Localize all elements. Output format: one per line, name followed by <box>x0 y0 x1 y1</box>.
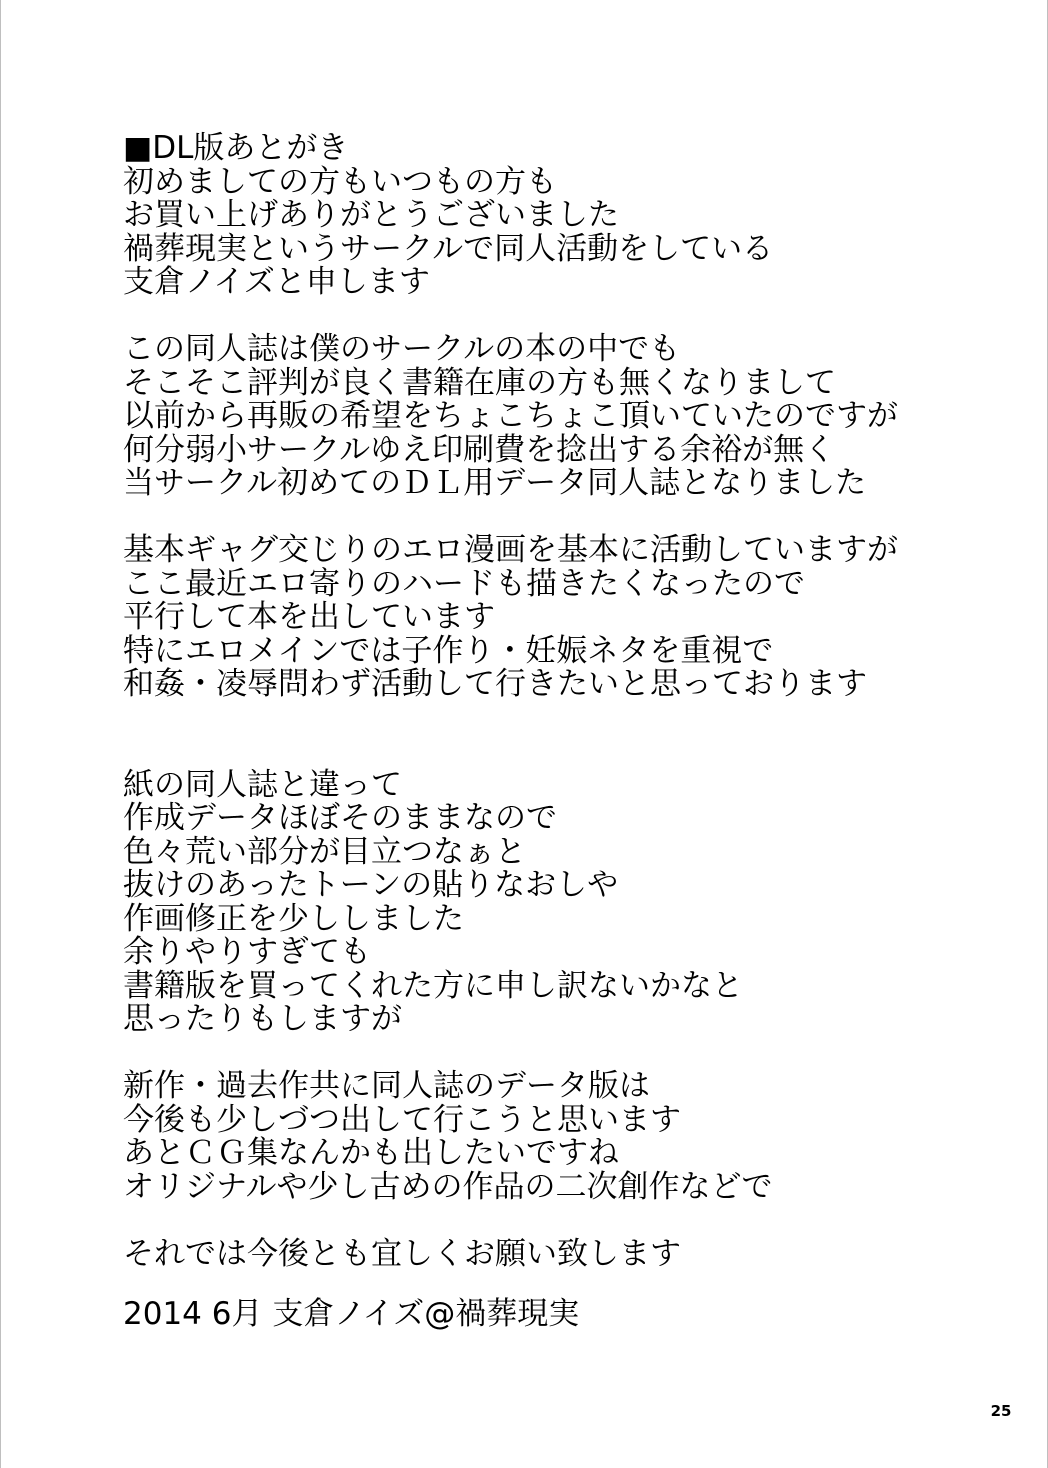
text-line: 当サークル初めてのＤＬ用データ同人誌となりました <box>123 465 867 501</box>
paragraph-gap <box>123 1204 1003 1238</box>
page-number: 25 <box>990 1402 1012 1420</box>
paragraph-greeting <box>123 163 1003 300</box>
text-line: 支倉ノイズと申します <box>123 264 430 300</box>
text-line: 作成データほぼそのままなので <box>123 800 557 836</box>
text-line: お買い上げありがとうございました <box>123 197 619 233</box>
text-line: それでは今後とも宜しくお願い致します <box>123 1235 681 1272</box>
afterword-heading: ■DL版あとがき <box>123 130 349 166</box>
text-line: オリジナルや少し古めの作品の二次創作などで <box>123 1168 773 1205</box>
text-line: 初めましての方もいつもの方も <box>123 163 557 200</box>
text-line: 特にエロメインでは子作り・妊娠ネタを重視で <box>123 632 774 669</box>
text-line: この同人誌は僕のサークルの本の中でも <box>123 331 681 367</box>
text-line: 抜けのあったトーンの貼りなおしや <box>123 867 619 903</box>
text-line: 何分弱小サークルゆえ印刷費を捻出する余裕が無く <box>123 431 836 468</box>
text-line: 平行して本を出しています <box>123 599 495 635</box>
afterword-text <box>123 132 1003 1271</box>
text-line: 余りやりすぎても <box>123 934 371 970</box>
text-line: 作画修正を少ししました <box>123 900 464 937</box>
text-line: 今後も少しづつ出して行こうと思います <box>123 1101 681 1138</box>
text-line: 紙の同人誌と違って <box>123 766 402 803</box>
text-line: あとＣＧ集なんかも出したいですね <box>123 1135 619 1171</box>
text-line: 思ったりもしますが <box>123 1001 402 1037</box>
paragraph-reprint <box>123 333 1003 501</box>
text-line: 書籍版を買ってくれた方に申し訳ないかなと <box>123 967 743 1004</box>
text-line: ここ最近エロ寄りのハードも描きたくなったので <box>123 565 805 602</box>
paragraph-gap <box>123 300 1003 334</box>
paragraph-closing <box>123 1235 1003 1272</box>
paragraph-gap <box>123 501 1003 535</box>
paragraph-gap <box>123 1037 1003 1071</box>
paragraph-future-plans <box>123 1070 1003 1204</box>
paragraph-gap <box>123 702 1003 769</box>
text-line: 基本ギャグ交じりのエロ漫画を基本に活動していますが <box>123 532 898 568</box>
text-line: 禍葬現実というサークルで同人活動をしている <box>123 230 774 267</box>
text-line: 新作・過去作共に同人誌のデータ版は <box>123 1068 650 1104</box>
text-line: 和姦・凌辱問わず活動して行きたいと思っております <box>123 666 867 702</box>
signature: 2014 6月 支倉ノイズ@禍葬現実 <box>123 1296 580 1332</box>
text-line: そこそこ評判が良く書籍在庫の方も無くなりまして <box>123 364 836 401</box>
paragraph-data-version <box>123 766 1003 1037</box>
text-line: 以前から再販の希望をちょこちょこ頂いていたのですが <box>123 398 898 434</box>
paragraph-activity <box>123 534 1003 702</box>
text-line: 色々荒い部分が目立つなぁと <box>123 833 526 870</box>
